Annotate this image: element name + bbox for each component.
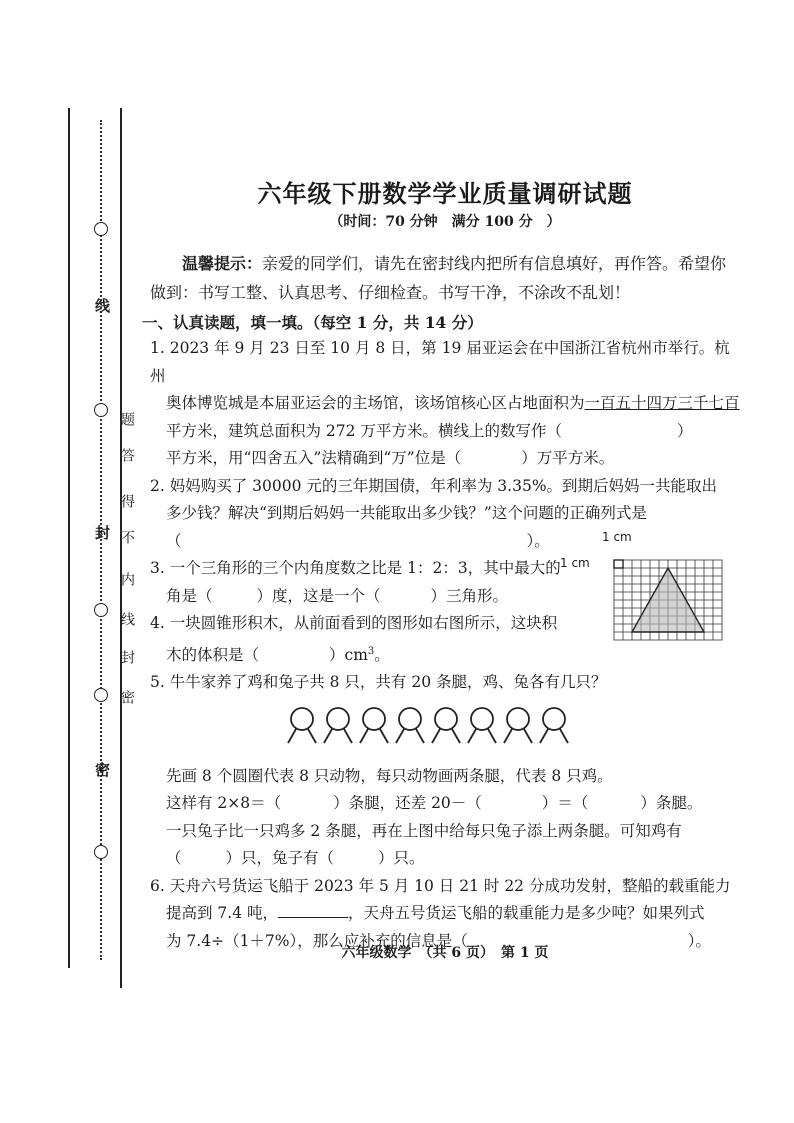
animal-circle [360,708,388,743]
binding-hole-circle [94,688,108,702]
grid-svg [590,538,730,648]
reminder-text: 亲爱的同学们，请先在密封线内把所有信息填好，再作答。希望你做到：书写工整、认真思考、仔细检查。书写干净，不涂改不乱划！ [150,254,727,302]
animal-circle [540,708,568,743]
unit-square [614,560,623,568]
binding-hole-circle [94,603,108,617]
margin-char: 题 [119,412,135,426]
margin-char: 答 [119,448,135,462]
question-text: 3. 一个三角形的三个内角度数之比是 1：2：3，其中最大的 [150,559,561,577]
margin-char: 封 [119,650,135,664]
binding-hole-circle [94,222,108,236]
question-text: （ [166,531,182,550]
question-text: 6. 天舟六号货运飞船于 2023 年 5 月 10 日 21 时 22 分成功发射，整船的载重能力 [150,876,731,895]
cone-front-view-figure [560,530,730,648]
question-text: ） [676,421,693,440]
question-text: 多少钱？解决“到期后妈妈一共能取出多少钱？”这个问题的正确列式是 [166,504,647,522]
question-text: 木的体积是（ [166,645,260,664]
binding-hole-circle [94,403,108,417]
question-text: 角是（ [166,586,213,605]
question-text: 2. 妈妈购买了 30000 元的三年期国债，年利率为 3.35%。到期后妈妈一共能取出 [150,476,718,495]
animal-circle [288,708,316,743]
margin-char: 线 [93,298,111,313]
binding-margin [0,0,140,1123]
exam-page [142,168,740,955]
question-text: ）只。 [378,849,425,868]
answer-line[interactable] [278,903,348,918]
question-text: ）万平方米。 [521,449,615,467]
section-heading: 一、认真读题，填一填。（每空 1 分，共 14 分） [142,313,483,332]
chicken-rabbit-drawing [150,703,740,761]
margin-char: 密 [93,762,111,777]
question-text: ）cm [329,645,368,664]
grid-scale-label-left: 1 cm [560,556,590,570]
page-footer: 六年级数学 （共 6 页） 第 1 页 [341,945,549,961]
question-text: ，天舟五号货运飞船的载重能力是多少吨？如果列式 [348,904,705,923]
question-5 [150,669,740,873]
question-text: 4. 一块圆锥形积木，从前面看到的图形如右图所示，这块积 [150,614,558,632]
question-text: ）度，这是一个（ [256,586,381,605]
question-text: 奥体博览城是本届亚运会的主场馆，该场馆核心区占地面积为 [166,394,585,412]
margin-line-inner [120,108,122,988]
question-3 [150,555,580,610]
reminder [150,249,740,307]
question-text: ）。 [526,531,550,550]
question-text: ）只，兔子有（ [225,849,335,868]
unit-superscript: 3 [367,645,375,657]
margin-char: 不 [119,530,135,544]
margin-char: 得 [119,494,135,508]
animal-circle [468,708,496,743]
question-text: 这样有 2×8＝（ [166,794,282,813]
animal-circle [324,708,352,743]
circle-legs-svg [278,703,608,761]
question-text: ）条腿。 [640,794,703,813]
binding-hole-circle [94,845,108,859]
margin-char: 内 [119,572,135,586]
question-text: 5. 牛牛家养了鸡和兔子共 8 只，共有 20 条腿，鸡、兔各有几只？ [150,673,607,692]
question-text: 平方米，建筑总面积为 272 万平方米。横线上的数写作（ [166,421,562,440]
question-text: 。 [374,645,390,664]
question-text: 为 7.4÷（1＋7%），那么应补充的信息是（ [166,931,468,950]
question-text: ）＝（ [541,794,589,813]
dotted-cut-line [100,120,102,960]
margin-char: 线 [119,612,135,626]
page-title: 六年级下册数学学业质量调研试题 [257,179,633,208]
animal-circle [504,708,532,743]
page-subtitle: （时间：70 分钟 满分 100 分 ） [329,214,561,230]
margin-line-outer [68,108,70,968]
grid-scale-label-top: 1 cm [602,530,632,544]
question-text: ）条腿，还差 20－（ [333,794,482,813]
question-text: 提高到 7.4 吨， [166,904,279,923]
question-text: 一只兔子比一只鸡多 2 条腿，再在上图中给每只兔子添上两条腿。可知鸡有 [166,821,682,840]
question-text: ）三角形。 [430,586,509,605]
animal-circle [396,708,424,743]
margin-char: 封 [93,525,111,540]
question-4 [150,610,580,669]
question-text: 先画 8 个圆圈代表 8 只动物，每只动物画两条腿，代表 8 只鸡。 [166,766,613,785]
reminder-label: 温馨提示： [182,254,263,273]
question-text: 1. 2023 年 9 月 23 日至 10 月 8 日，第 19 届亚运会在中国浙江省杭州市举行。杭州 [150,339,730,385]
question-1 [150,335,740,473]
underlined-number: 一百五十四万三千七百 [584,394,740,412]
question-text: （ [166,849,182,868]
question-text: 平方米，用“四舍五入”法精确到“万”位是（ [166,449,462,467]
animal-circle [432,708,460,743]
question-text: ）。 [687,931,712,950]
margin-char: 密 [119,690,135,704]
